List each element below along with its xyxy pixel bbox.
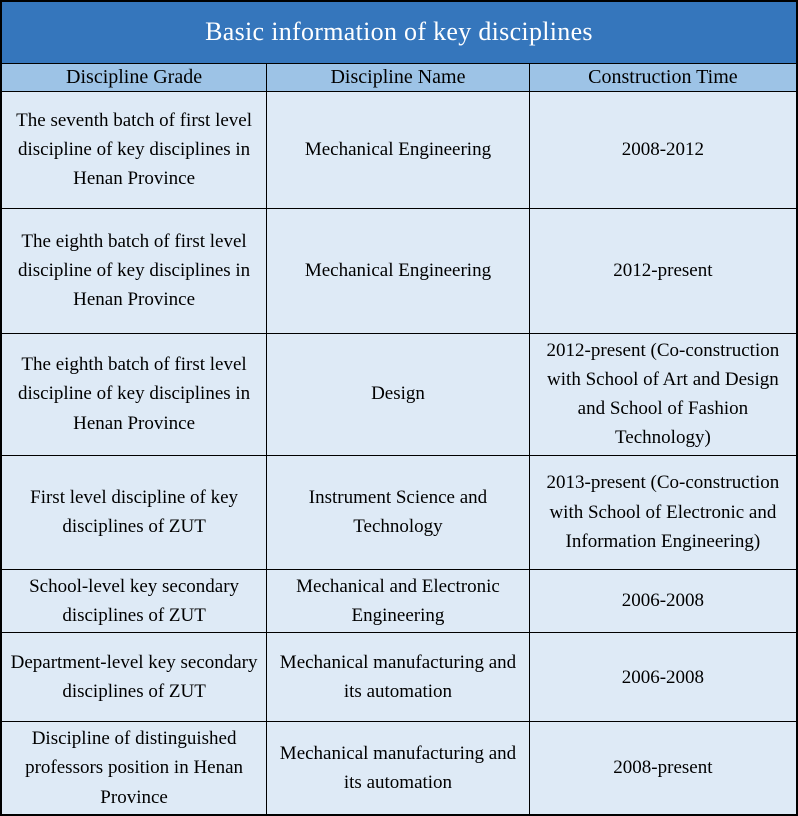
table-row <box>1 633 797 722</box>
cell-discipline-name: Mechanical Engineering <box>267 91 530 208</box>
cell-discipline-grade: The eighth batch of first level discipline of key disciplines in Henan Province <box>1 208 267 333</box>
cell-discipline-name: Mechanical Engineering <box>267 208 530 333</box>
cell-discipline-name: Mechanical manufacturing and its automation <box>267 633 530 722</box>
cell-construction-time: 2008-2012 <box>529 91 797 208</box>
table-title: Basic information of key disciplines <box>1 1 797 63</box>
table-title-row <box>1 1 797 63</box>
column-header-discipline-name: Discipline Name <box>267 63 530 91</box>
cell-construction-time: 2008-present <box>529 722 797 815</box>
cell-construction-time: 2013-present (Co-construction with School of Electronic and Information Engineering) <box>529 455 797 569</box>
cell-discipline-grade: First level discipline of key disciplines of ZUT <box>1 455 267 569</box>
cell-construction-time: 2012-present (Co-construction with School of Art and Design and School of Fashion Technology) <box>529 333 797 455</box>
cell-discipline-name: Design <box>267 333 530 455</box>
table-row <box>1 208 797 333</box>
table-row <box>1 722 797 815</box>
cell-discipline-name: Mechanical manufacturing and its automation <box>267 722 530 815</box>
column-header-discipline-grade: Discipline Grade <box>1 63 267 91</box>
table-header-row <box>1 63 797 91</box>
table-row <box>1 569 797 633</box>
cell-discipline-name: Instrument Science and Technology <box>267 455 530 569</box>
cell-discipline-grade: The eighth batch of first level discipline of key disciplines in Henan Province <box>1 333 267 455</box>
cell-construction-time: 2012-present <box>529 208 797 333</box>
cell-discipline-grade: Department-level key secondary disciplines of ZUT <box>1 633 267 722</box>
cell-discipline-grade: The seventh batch of first level discipline of key disciplines in Henan Province <box>1 91 267 208</box>
cell-discipline-grade: School-level key secondary disciplines of ZUT <box>1 569 267 633</box>
cell-discipline-name: Mechanical and Electronic Engineering <box>267 569 530 633</box>
table-row <box>1 91 797 208</box>
table-row <box>1 455 797 569</box>
cell-construction-time: 2006-2008 <box>529 569 797 633</box>
cell-discipline-grade: Discipline of distinguished professors position in Henan Province <box>1 722 267 815</box>
column-header-construction-time: Construction Time <box>529 63 797 91</box>
table-row <box>1 333 797 455</box>
cell-construction-time: 2006-2008 <box>529 633 797 722</box>
